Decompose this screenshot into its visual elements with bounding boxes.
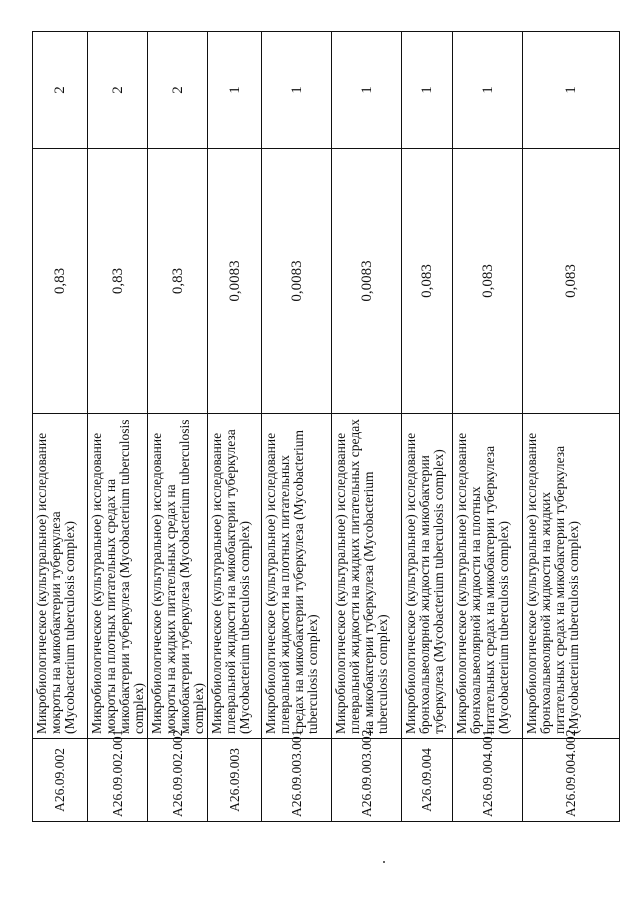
table-row bbox=[402, 32, 453, 822]
multiplicity-value: 1 bbox=[208, 32, 262, 149]
multiplicity-value: 1 bbox=[523, 32, 620, 149]
frequency-value: 0,83 bbox=[33, 149, 88, 414]
table-row bbox=[332, 32, 402, 822]
table-row bbox=[453, 32, 523, 822]
frequency-value: 0,83 bbox=[88, 149, 148, 414]
multiplicity-value: 2 bbox=[88, 32, 148, 149]
service-code: A26.09.003.002 bbox=[332, 739, 402, 822]
table-row bbox=[148, 32, 208, 822]
multiplicity-value: 2 bbox=[33, 32, 88, 149]
service-code: A26.09.004 bbox=[402, 739, 453, 822]
table-row bbox=[523, 32, 620, 822]
service-name: Микробиологическое (культуральное) исследование мокроты на жидких питательных средах на микобактерии туберкулеза (Mycobacterium tuberculosis complex) bbox=[148, 414, 208, 739]
service-name: Микробиологическое (культуральное) исследование бронхоальвеолярной жидкости на плотных питательных средах на микобактерии туберкулеза (Mycobacterium tuberculosis complex) bbox=[453, 414, 523, 739]
services-table-body bbox=[33, 32, 620, 822]
service-name: Микробиологическое (культуральное) исследование бронхоальвеолярной жидкости на жидких питательных средах на микобактерии туберкулеза (Mycobacterium tuberculosis complex) bbox=[523, 414, 620, 739]
multiplicity-value: 1 bbox=[453, 32, 523, 149]
service-code: A26.09.004.002 bbox=[523, 739, 620, 822]
multiplicity-value: 2 bbox=[148, 32, 208, 149]
table-row bbox=[88, 32, 148, 822]
multiplicity-value: 1 bbox=[332, 32, 402, 149]
service-code: A26.09.004.001 bbox=[453, 739, 523, 822]
rotated-table-frame bbox=[32, 32, 607, 822]
multiplicity-value: 1 bbox=[262, 32, 332, 149]
service-name: Микробиологическое (культуральное) исследование бронхоальвеолярной жидкости на микобактерии туберкулеза (Mycobacterium tuberculosis complex) bbox=[402, 414, 453, 739]
service-code: A26.09.002.002 bbox=[148, 739, 208, 822]
service-name: Микробиологическое (культуральное) исследование плевральной жидкости на микобактерии туберкулеза (Mycobacterium tuberculosis complex) bbox=[208, 414, 262, 739]
frequency-value: 0,083 bbox=[453, 149, 523, 414]
service-name: Микробиологическое (культуральное) исследование плевральной жидкости на жидких питательных средах на микобактерии туберкулеза (Mycobacterium tuberculosis complex) bbox=[332, 414, 402, 739]
frequency-value: 0,083 bbox=[402, 149, 453, 414]
frequency-value: 0,0083 bbox=[208, 149, 262, 414]
service-name: Микробиологическое (культуральное) исследование мокроты на плотных питательных средах на микобактерии туберкулеза (Mycobacterium tuberculosis complex) bbox=[88, 414, 148, 739]
service-name: Микробиологическое (культуральное) исследование мокроты на микобактерии туберкулеза (Mycobacterium tuberculosis complex) bbox=[33, 414, 88, 739]
stray-mark bbox=[383, 861, 385, 863]
service-name: Микробиологическое (культуральное) исследование плевральной жидкости на плотных питательных средах на микобактерии туберкулеза (Mycobacterium tuberculosis complex) bbox=[262, 414, 332, 739]
services-table bbox=[32, 31, 620, 822]
multiplicity-value: 1 bbox=[402, 32, 453, 149]
service-code: A26.09.002.001 bbox=[88, 739, 148, 822]
service-code: A26.09.002 bbox=[33, 739, 88, 822]
service-code: A26.09.003 bbox=[208, 739, 262, 822]
table-row bbox=[33, 32, 88, 822]
frequency-value: 0,83 bbox=[148, 149, 208, 414]
service-code: A26.09.003.001 bbox=[262, 739, 332, 822]
frequency-value: 0,083 bbox=[523, 149, 620, 414]
table-row bbox=[262, 32, 332, 822]
frequency-value: 0,0083 bbox=[332, 149, 402, 414]
table-row bbox=[208, 32, 262, 822]
frequency-value: 0,0083 bbox=[262, 149, 332, 414]
